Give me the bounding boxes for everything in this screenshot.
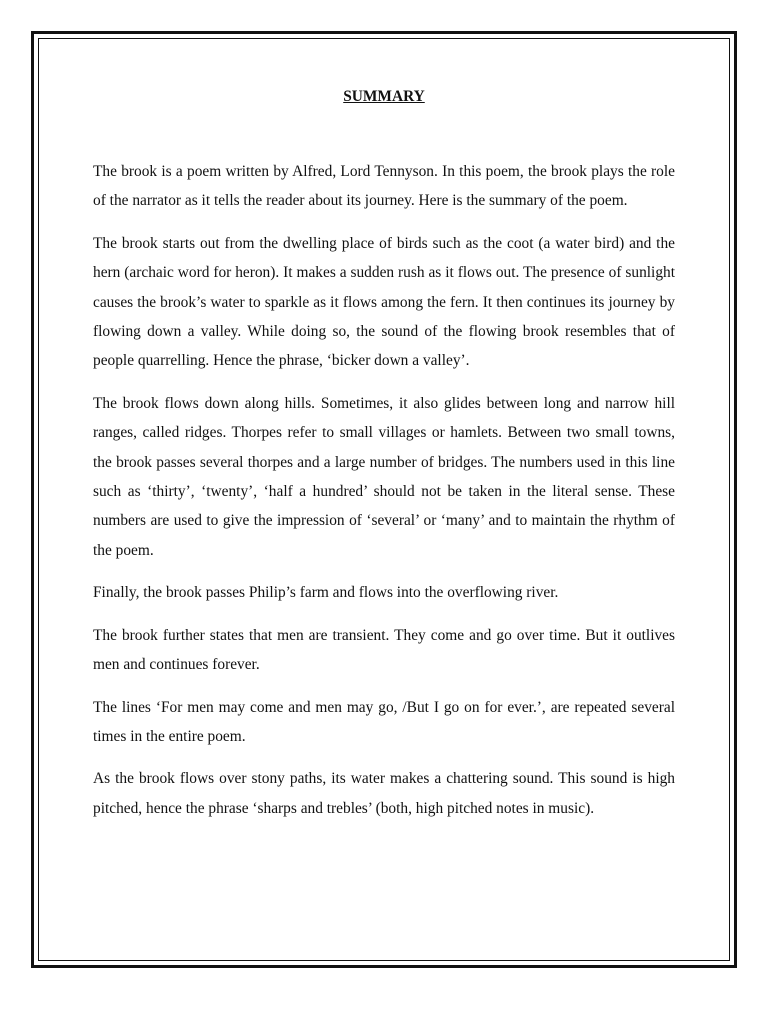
page-title: SUMMARY (343, 88, 425, 105)
paragraph-intro: The brook is a poem written by Alfred, Lord Tennyson. In this poem, the brook plays the role of the narrator as it tells the reader about its journey. Here is the summary of the poem. (93, 163, 675, 210)
paragraph-river: Finally, the brook passes Philip’s farm and flows into the overflowing river. (93, 584, 559, 602)
paragraph-transient: The brook further states that men are transient. They come and go over time. But it outlives men and continues forever. (93, 626, 675, 674)
paragraph-start: The brook starts out from the dwelling place of birds such as the coot (a water bird) and the hern (archaic word for heron). It makes a sudden rush as it flows out. The presence of sunlight causes the brook’s water to sparkle as it flows among the fern. It then continues its journey by flowing down a valley. While doing so, the sound of the flowing brook resembles that of people quarrelling. Hence the phrase, ‘bicker down a valley’. (93, 234, 675, 370)
paragraph-hills: The brook flows down along hills. Sometimes, it also glides between long and narrow hill ranges, called ridges. Thorpes refer to small villages or hamlets. Between two small towns, the brook passes several thorpes and a large number of bridges. The numbers used in this line such as ‘thirty’, ‘twenty’, ‘half a hundred’ should not be taken in the literal sense. These numbers are used to give the impression of ‘several’ or ‘many’ and to maintain the rhythm of the poem. (93, 394, 675, 559)
paragraph-sound: As the brook flows over stony paths, its water makes a chattering sound. This sound is high pitched, hence the phrase ‘sharps and trebles’ (both, high pitched notes in music). (93, 770, 675, 817)
document-body (93, 84, 675, 836)
paragraph-refrain: The lines ‘For men may come and men may go, /But I go on for ever.’, are repeated several times in the entire poem. (93, 698, 675, 745)
